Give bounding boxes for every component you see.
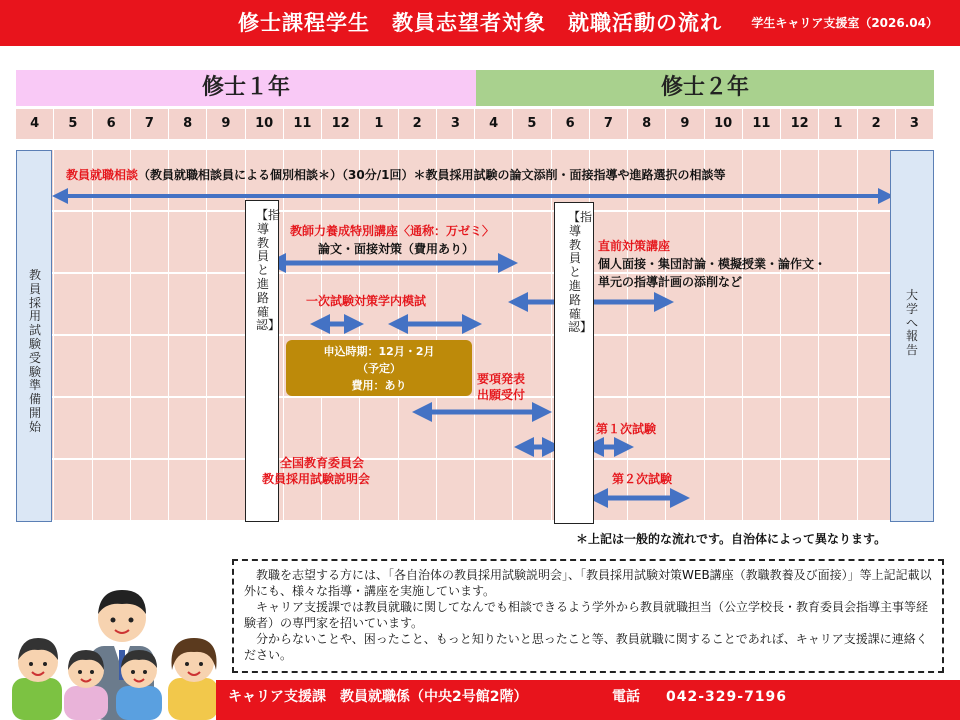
month-cell: 5 xyxy=(513,109,551,139)
month-cell: 8 xyxy=(169,109,207,139)
month-cell: 12 xyxy=(781,109,819,139)
advisor-check-label-1: 【指導教員と進路確認】 xyxy=(256,208,281,333)
month-cell: 11 xyxy=(284,109,322,139)
advisor-check-label-2: 【指導教員と進路確認】 xyxy=(568,210,593,335)
mock-info-line1: 申込時期：12月・2月 xyxy=(323,345,435,358)
mock-info-line2: （予定） xyxy=(357,362,401,375)
footer-bar xyxy=(216,680,960,720)
month-cell: 9 xyxy=(207,109,245,139)
seminar-title: 教師力養成特別講座〈通称：万ゼミ〉 xyxy=(290,224,495,238)
month-cell: 6 xyxy=(552,109,590,139)
consult-detail: （教員就職相談員による個別相談＊）（30分/1回）＊教員採用試験の論文添削・面接指導や進路選択の相談等 xyxy=(138,168,726,182)
prep-start-box xyxy=(16,150,52,522)
briefing-line1: 全国教育委員会 xyxy=(280,456,365,470)
month-cell: 10 xyxy=(246,109,284,139)
final-course-line2: 単元の指導計画の添削など xyxy=(598,275,743,289)
month-cell: 12 xyxy=(322,109,360,139)
consult-label xyxy=(66,166,725,183)
month-cell: 1 xyxy=(360,109,398,139)
prep-start-label: 教員採用試験受験準備開始 xyxy=(28,268,41,434)
month-cell: 7 xyxy=(590,109,628,139)
month-cell: 5 xyxy=(54,109,92,139)
mock-info-box xyxy=(286,340,472,396)
seminar-sub: 論文・面接対策（費用あり） xyxy=(318,242,475,256)
final-course-line1: 個人面接・集団討論・模擬授業・論作文・ xyxy=(598,257,827,271)
month-cell: 11 xyxy=(743,109,781,139)
department-label: 学生キャリア支援室（2026.04） xyxy=(751,16,938,30)
report-box xyxy=(890,150,934,522)
month-cell: 3 xyxy=(896,109,934,139)
mock-info-line3: 費用：あり xyxy=(351,379,407,392)
footer-office: キャリア支援課 教員就職係（中央2号館2階） xyxy=(228,689,528,705)
year1-bar: 修士１年 xyxy=(16,70,476,106)
application-line1: 要項発表 xyxy=(477,372,526,386)
info-paragraph-3: 分からないことや、困ったこと、もっと知りたいと思ったこと等、教員就職に関することであれば、キャリア支援課に連絡ください。 xyxy=(244,632,928,662)
month-cell: 9 xyxy=(666,109,704,139)
student-figure-1 xyxy=(12,638,62,720)
year2-bar: 修士２年 xyxy=(476,70,934,106)
month-cell: 4 xyxy=(475,109,513,139)
students-illustration xyxy=(8,574,226,720)
footer-phone: 042-329-7196 xyxy=(666,689,788,705)
info-box xyxy=(232,559,944,673)
month-cell: 2 xyxy=(399,109,437,139)
exam1-label: 第１次試験 xyxy=(596,422,657,436)
month-cell: 8 xyxy=(628,109,666,139)
page-title: 修士課程学生 教員志望者対象 就職活動の流れ xyxy=(238,11,722,35)
month-cell: 4 xyxy=(16,109,54,139)
month-cell: 3 xyxy=(437,109,475,139)
report-label: 大学へ報告 xyxy=(905,288,918,358)
student-figure-4 xyxy=(168,638,218,720)
general-note: ＊上記は一般的な流れです。自治体によって異なります。 xyxy=(576,532,887,546)
application-line2: 出願受付 xyxy=(477,388,526,402)
mock-title: 一次試験対策学内模試 xyxy=(306,294,427,308)
info-paragraph-2: キャリア支援課では教員就職に関してなんでも相談できるよう学外から教員就職担当（公立学校長・教育委員会指導主事等経験者）の専門家を招いています。 xyxy=(244,600,929,630)
consult-title: 教員就職相談 xyxy=(66,168,139,182)
month-cell: 10 xyxy=(705,109,743,139)
briefing-line2: 教員採用試験説明会 xyxy=(262,472,371,486)
month-cell: 2 xyxy=(858,109,896,139)
info-paragraph-1: 教職を志望する方には、「各自治体の教員採用試験説明会」、「教員採用試験対策WEB講座（教職教養及び面接）」等上記記載以外にも、様々な指導・講座を実施しています。 xyxy=(244,568,932,598)
month-cell: 6 xyxy=(93,109,131,139)
footer-phone-label: 電話 xyxy=(612,689,640,705)
exam2-label: 第２次試験 xyxy=(612,472,673,486)
advisor-check-box-2 xyxy=(554,202,594,524)
month-cell: 7 xyxy=(131,109,169,139)
month-cell: 1 xyxy=(819,109,857,139)
final-course-title: 直前対策講座 xyxy=(598,239,671,253)
